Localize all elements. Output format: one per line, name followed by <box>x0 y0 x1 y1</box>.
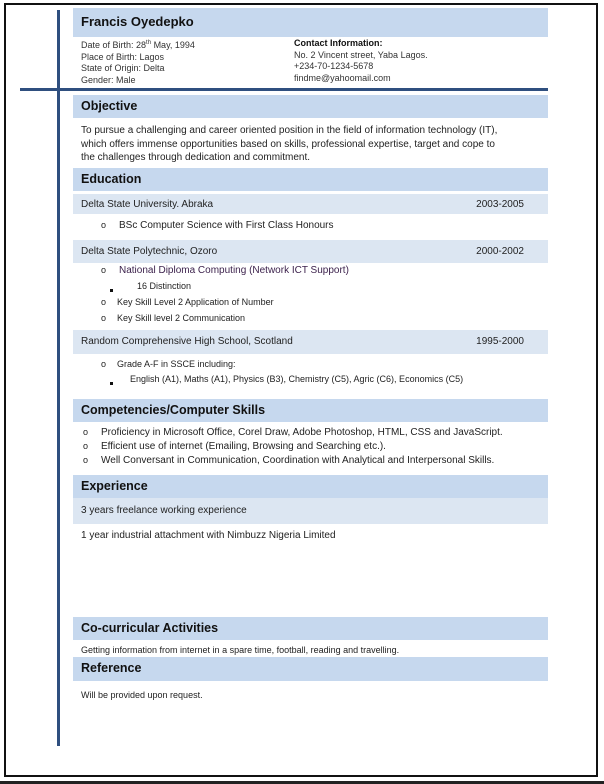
education-subitem-text: English (A1), Maths (A1), Physics (B3), Chemistry (C5), Agric (C6), Economics (C5) <box>130 374 464 384</box>
school-years: 1995-2000 <box>476 336 524 347</box>
objective-line: To pursue a challenging and career oriented position in the field of information technology (IT), <box>81 125 498 136</box>
place-of-birth: Place of Birth: Lagos <box>81 51 165 62</box>
contact-phone: +234-70-1234-5678 <box>294 61 374 71</box>
objective-band <box>73 95 548 118</box>
contact-address: No. 2 Vincent street, Yaba Lagos. <box>294 49 428 60</box>
personal-info <box>81 38 195 86</box>
education-entry-row <box>73 194 548 214</box>
education-item-text: Grade A-F in SSCE including: <box>117 359 236 369</box>
reference-band <box>73 657 548 681</box>
gender: Gender: Male <box>81 74 136 85</box>
state-of-origin: State of Origin: Delta <box>81 63 165 73</box>
education-band <box>73 168 548 191</box>
education-item-text: Key Skill Level 2 Application of Number <box>117 297 274 307</box>
reference-title: Reference <box>81 661 142 675</box>
co-curricular-band <box>73 617 548 640</box>
circle-bullet-icon: o <box>83 441 89 451</box>
contact-info <box>294 38 428 84</box>
square-bullet-icon <box>110 377 113 387</box>
experience-band <box>73 475 548 498</box>
date-of-birth: Date of Birth: 28th May, 1994 <box>81 40 195 50</box>
objective-text <box>81 124 497 165</box>
co-curricular-text: Getting information from internet in a spare time, football, reading and travelling. <box>81 645 400 655</box>
contact-title: Contact Information: <box>294 38 383 48</box>
school-name: Delta State Polytechnic, Ozoro <box>81 246 218 257</box>
contact-email[interactable]: findme@yahoomail.com <box>294 72 391 83</box>
horizontal-rule <box>20 88 548 91</box>
circle-bullet-icon: o <box>83 455 89 465</box>
school-name: Delta State University. Abraka <box>81 199 214 210</box>
school-years: 2003-2005 <box>476 199 524 210</box>
experience-title: Experience <box>81 479 148 493</box>
circle-bullet-icon: o <box>101 297 107 307</box>
school-years: 2000-2002 <box>476 246 524 257</box>
competency-text: Well Conversant in Communication, Coordination with Analytical and Interpersonal Skills. <box>101 455 495 466</box>
experience-row <box>73 498 548 524</box>
reference-text: Will be provided upon request. <box>81 690 203 700</box>
competencies-band <box>73 399 548 422</box>
circle-bullet-icon: o <box>101 265 107 275</box>
objective-line: the challenges through dedication and commitment. <box>81 152 311 163</box>
circle-bullet-icon: o <box>101 359 107 369</box>
circle-bullet-icon: o <box>101 313 107 323</box>
school-name: Random Comprehensive High School, Scotland <box>81 336 293 347</box>
circle-bullet-icon: o <box>101 220 107 230</box>
education-item-text: BSc Computer Science with First Class Honours <box>119 220 334 231</box>
experience-item: 1 year industrial attachment with Nimbuzz Nigeria Limited <box>81 530 336 541</box>
circle-bullet-icon: o <box>83 427 89 437</box>
square-bullet-icon <box>110 284 113 294</box>
education-entry-row <box>73 240 548 263</box>
vertical-rule <box>57 10 60 746</box>
name-band <box>73 8 548 37</box>
competency-text: Proficiency in Microsoft Office, Corel Draw, Adobe Photoshop, HTML, CSS and JavaScript. <box>101 427 503 438</box>
competency-text: Efficient use of internet (Emailing, Browsing and Searching etc.). <box>101 441 386 452</box>
co-curricular-title: Co-curricular Activities <box>81 621 219 635</box>
objective-title: Objective <box>81 99 138 113</box>
competencies-title: Competencies/Computer Skills <box>81 403 266 417</box>
education-entry-row <box>73 330 548 354</box>
education-title: Education <box>81 172 142 186</box>
education-item-text: Key Skill level 2 Communication <box>117 313 246 323</box>
objective-line: which offers immense opportunities based on skills, professional expertise, target and cope to <box>81 138 495 150</box>
education-subitem-text: 16 Distinction <box>137 281 192 291</box>
education-item-text: National Diploma Computing (Network ICT Support) <box>119 265 349 276</box>
experience-item: 3 years freelance working experience <box>81 505 247 516</box>
candidate-name: Francis Oyedepko <box>81 14 194 29</box>
